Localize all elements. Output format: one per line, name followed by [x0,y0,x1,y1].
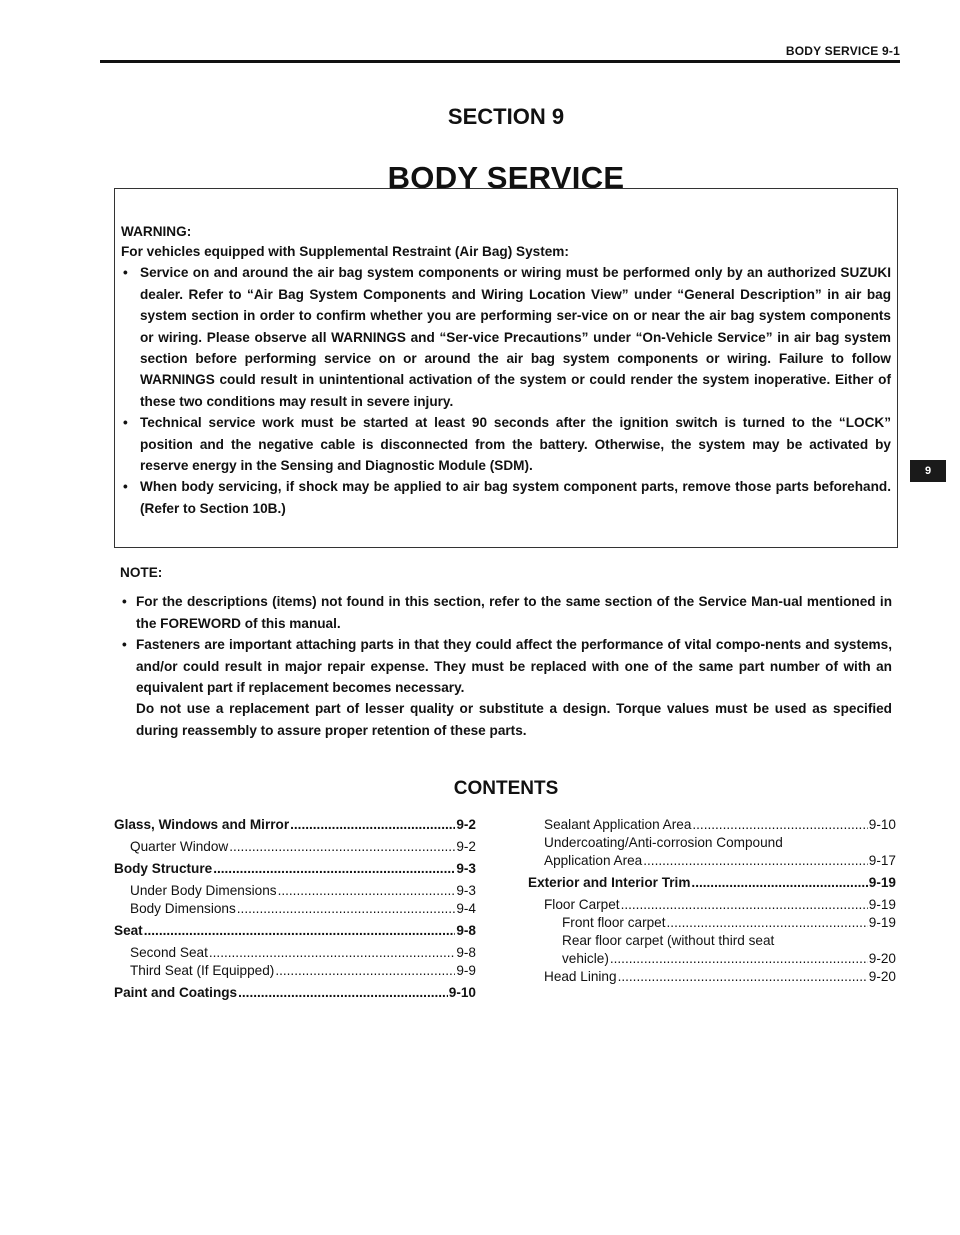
bullet-icon: • [122,637,127,653]
bullet-icon: • [122,594,127,610]
section-title: SECTION 9 [447,104,565,129]
bullet-icon: • [123,479,128,495]
note-continuation: Do not use a replacement part of lesser quality or substitute a design. Torque values must be used as specified during reassembly to assure proper retention of these parts. [136,701,892,738]
toc-entry[interactable]: Seat ..... 9-8 [114,922,476,940]
toc-entry[interactable]: Front floor carpet ..... 9-19 [528,914,896,932]
toc-entry[interactable]: Body Structure ..... 9-3 [114,860,476,878]
warning-bullet: • Service on and around the air bag system components or wiring must be performed only by an authorized SUZUKI dealer. Refer to “Air Bag System Components and Wiring Location View” under “General Description” in air bag system section in order to confirm whether you are performing ser-vice on or near the air bag system components or wiring. Please observe all WARNINGS and “Ser-vice Precautions” under “On-Vehicle Service” in air bag system section before performing service on or around the air bag system components or wiring. Failure to follow WARNINGS could result in unintentional activation of the system or could render the system inoperative. Either of these two conditions may result in severe injury. [121,262,891,412]
toc-entry[interactable]: Second Seat ..... 9-8 [114,944,476,962]
toc-entry[interactable]: Body Dimensions ..... 9-4 [114,900,476,918]
page-title: BODY SERVICE [387,160,625,195]
contents-heading: CONTENTS [453,778,559,799]
toc-entry[interactable]: Paint and Coatings ..... 9-10 [114,984,476,1002]
note-bullet: • For the descriptions (items) not found in this section, refer to the same section of the Service Man-ual mentioned in the FOREWORD of this manual. [120,591,892,634]
note-bullet: • Fasteners are important attaching parts in that they could affect the performance of vital compo-nents and systems, and/or could result in major repair expense. They must be replaced with one of the same part number of with an equivalent part if replacement becomes necessary. Do not use a replacement part of lesser quality or substitute a design. Torque values must be used as specified during reassembly to assure proper retention of these parts. [120,634,892,741]
running-head: BODY SERVICE 9-1 [785,44,900,58]
note-block [120,562,892,741]
warning-intro: For vehicles equipped with Supplemental Restraint (Air Bag) System: [121,244,569,259]
warning-bullet: • When body servicing, if shock may be applied to air bag system component parts, remove those parts beforehand. (Refer to Section 10B.) [121,476,891,519]
header-rule [100,60,900,63]
warning-bullet-list [121,262,891,519]
warning-bullet: • Technical service work must be started at least 90 seconds after the ignition switch is turned to the “LOCK” position and the negative cable is disconnected from the battery. Otherwise, the system may be activated by reserve energy in the Sensing and Diagnostic Module (SDM). [121,412,891,476]
note-bullet-list [120,591,892,741]
toc-entry[interactable]: Head Lining ..... 9-20 [528,968,896,986]
warning-box [114,188,898,548]
toc-entry[interactable]: Under Body Dimensions ..... 9-3 [114,882,476,900]
warning-label: WARNING: [121,224,192,239]
toc-entry[interactable]: Glass, Windows and Mirror ..... 9-2 [114,816,476,834]
bullet-icon: • [123,415,128,431]
note-label: NOTE: [120,565,163,580]
bullet-icon: • [123,265,128,281]
toc-entry[interactable]: Rear floor carpet (without third seat vehicle) ..... 9-20 [528,932,896,968]
toc-entry[interactable]: Third Seat (If Equipped) ..... 9-9 [114,962,476,980]
toc-left-column [114,816,476,1002]
toc-entry[interactable]: Floor Carpet ..... 9-19 [528,896,896,914]
toc-entry[interactable]: Undercoating/Anti-corrosion Compound Application Area ..... 9-17 [528,834,896,870]
toc-entry[interactable]: Sealant Application Area ..... 9-10 [528,816,896,834]
toc-entry[interactable]: Exterior and Interior Trim ..... 9-19 [528,874,896,892]
section-tab-marker: 9 [910,460,946,482]
toc-entry[interactable]: Quarter Window ..... 9-2 [114,838,476,856]
toc-right-column [528,816,896,986]
